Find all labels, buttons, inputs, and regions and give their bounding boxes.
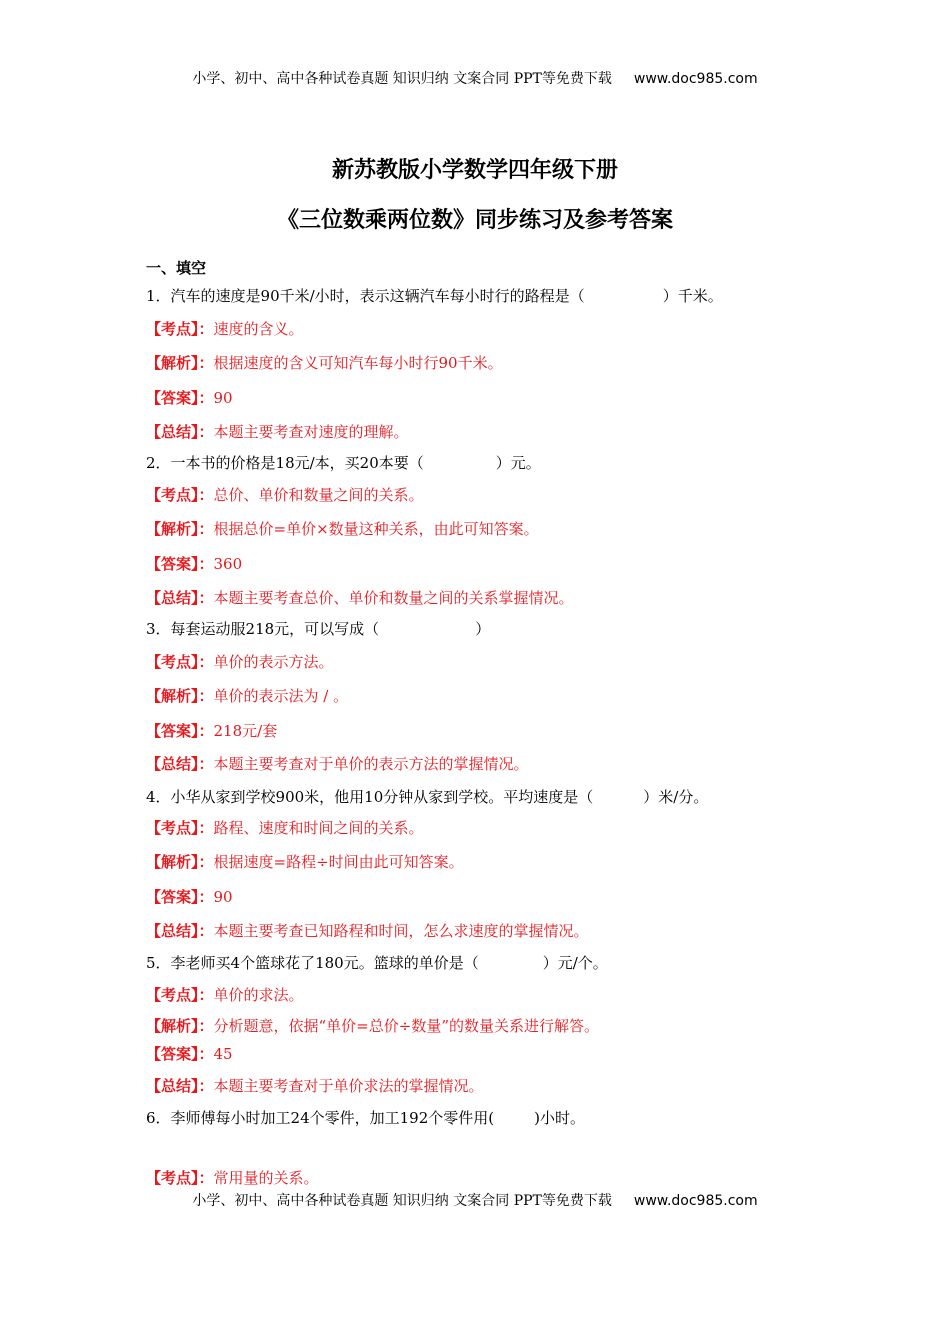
footer-text: 小学、初中、高中各种试卷真题 知识归纳 文案合同 PPT等免费下载 [192,1193,612,1209]
kaodian-text: 总价、单价和数量之间的关系。 [213,486,424,504]
daan-label: 【答案】： [146,722,214,740]
footer-site: www.doc985.com [633,1193,758,1209]
question-5 [146,953,608,973]
zongjie-text: 本题主要考查对速度的理解。 [213,423,409,441]
jiexi-text: 单价的表示法为 / 。 [213,687,349,705]
zongjie-label: 【总结】： [146,589,214,607]
question-text-end: ）元/个。 [542,954,608,972]
jiexi-text: 根据总价=单价×数量这种关系，由此可知答案。 [213,520,539,538]
zongjie-label: 【总结】： [146,755,214,773]
jiexi-label: 【解析】： [146,520,214,538]
daan-label: 【答案】： [146,389,214,407]
page-header [0,70,950,88]
zongjie-label: 【总结】： [146,1077,214,1095]
kaodian-text: 单价的求法。 [213,986,304,1004]
question-text-end: )小时。 [534,1109,585,1127]
q4-daan [146,887,233,907]
question-text-end: ）千米。 [662,287,723,305]
q2-kaodian [146,485,424,505]
kaodian-label: 【考点】： [146,1169,214,1187]
q2-daan [146,554,242,574]
kaodian-label: 【考点】： [146,486,214,504]
q2-jiexi [146,519,539,539]
question-text-end: ）米/分。 [643,788,709,806]
daan-label: 【答案】： [146,555,214,573]
q3-jiexi [146,686,348,706]
zongjie-text: 本题主要考查总价、单价和数量之间的关系掌握情况。 [213,589,574,607]
q4-zongjie [146,921,589,941]
kaodian-label: 【考点】： [146,819,214,837]
question-text-end: ）元。 [495,454,541,472]
question-text: 4．小华从家到学校900米，他用10分钟从家到学校。平均速度是（ [146,788,594,806]
doc-title-line2: 《三位数乘两位数》同步练习及参考答案 [276,207,673,233]
zongjie-label: 【总结】： [146,423,214,441]
q5-zongjie [146,1076,484,1096]
zongjie-text: 本题主要考查对于单价的表示方法的掌握情况。 [213,755,529,773]
question-text: 6．李师傅每小时加工24个零件，加工192个零件用( [146,1109,495,1127]
question-text: 2．一本书的价格是18元/本，买20本要（ [146,454,424,472]
question-text-end: ） [475,620,491,638]
question-text: 1．汽车的速度是90千米/小时，表示这辆汽车每小时行的路程是（ [146,287,585,305]
q1-jiexi [146,353,503,373]
q2-zongjie [146,588,574,608]
zongjie-label: 【总结】： [146,922,214,940]
q3-kaodian [146,652,334,672]
header-text: 小学、初中、高中各种试卷真题 知识归纳 文案合同 PPT等免费下载 [192,71,612,87]
kaodian-text: 常用量的关系。 [213,1169,319,1187]
q4-kaodian [146,818,424,838]
question-3 [146,619,490,639]
jiexi-text: 根据速度=路程÷时间由此可知答案。 [213,853,464,871]
question-2 [146,453,541,473]
jiexi-label: 【解析】： [146,687,214,705]
daan-text: 90 [213,888,233,906]
kaodian-label: 【考点】： [146,986,214,1004]
jiexi-label: 【解析】： [146,1017,214,1035]
daan-text: 218元/套 [213,722,278,740]
kaodian-text: 路程、速度和时间之间的关系。 [213,819,424,837]
jiexi-text: 分析题意，依据“单价=总价÷数量”的数量关系进行解答。 [213,1017,599,1035]
jiexi-text: 根据速度的含义可知汽车每小时行90千米。 [213,354,503,372]
q5-kaodian [146,985,304,1005]
question-text: 3．每套运动服218元，可以写成（ [146,620,380,638]
q1-daan [146,388,233,408]
daan-label: 【答案】： [146,888,214,906]
jiexi-label: 【解析】： [146,354,214,372]
section-heading: 一、填空 [146,259,207,277]
q5-jiexi [146,1016,599,1036]
q5-daan [146,1044,233,1064]
daan-text: 90 [213,389,233,407]
q6-kaodian [146,1168,319,1188]
question-text: 5．李老师买4个篮球花了180元。篮球的单价是（ [146,954,479,972]
question-4 [146,787,708,807]
doc-title-line1: 新苏教版小学数学四年级下册 [331,157,618,183]
daan-text: 45 [213,1045,233,1063]
q3-daan [146,721,277,741]
q1-kaodian [146,319,304,339]
q3-zongjie [146,754,529,774]
question-1 [146,286,723,306]
q4-jiexi [146,852,464,872]
kaodian-label: 【考点】： [146,320,214,338]
jiexi-label: 【解析】： [146,853,214,871]
zongjie-text: 本题主要考查对于单价求法的掌握情况。 [213,1077,484,1095]
zongjie-text: 本题主要考查已知路程和时间，怎么求速度的掌握情况。 [213,922,589,940]
kaodian-label: 【考点】： [146,653,214,671]
kaodian-text: 单价的表示方法。 [213,653,334,671]
kaodian-text: 速度的含义。 [213,320,304,338]
question-6 [146,1108,585,1128]
q1-zongjie [146,422,409,442]
daan-label: 【答案】： [146,1045,214,1063]
daan-text: 360 [213,555,243,573]
header-site: www.doc985.com [633,71,758,87]
page-footer [0,1192,950,1210]
